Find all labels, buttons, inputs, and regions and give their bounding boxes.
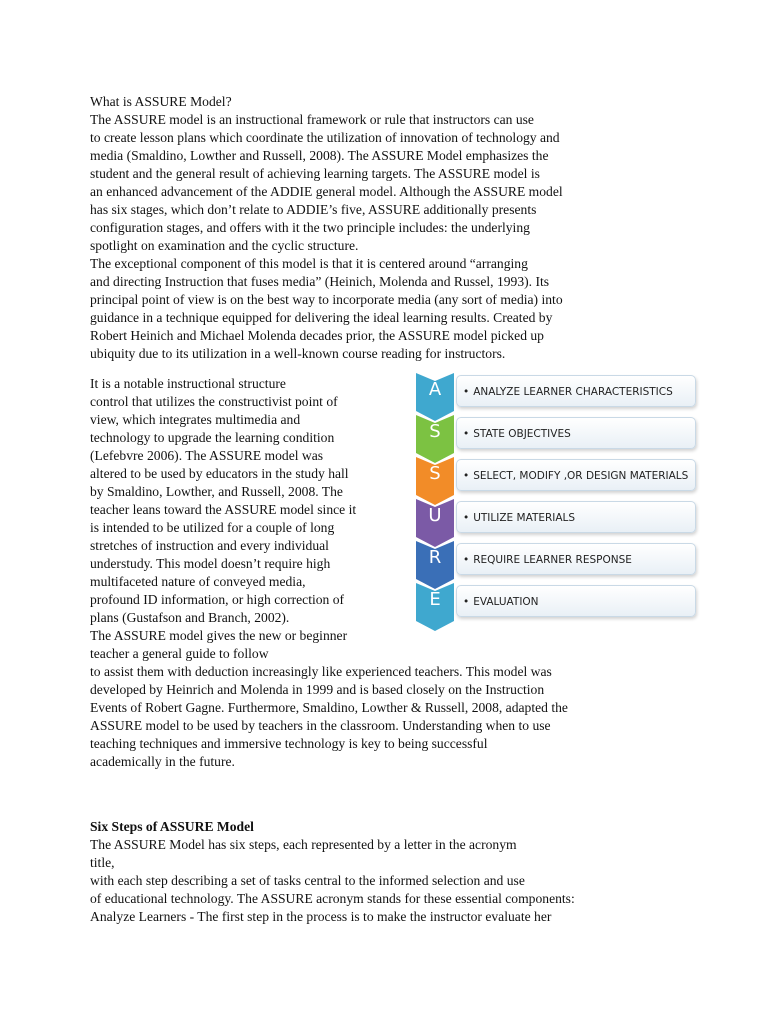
assure-step-label: ANALYZE LEARNER CHARACTERISTICS	[473, 386, 673, 398]
wrap-text-line: altered to be used by educators in the study hall	[90, 466, 349, 481]
assure-chevron	[416, 457, 454, 505]
assure-letter: E	[429, 589, 441, 610]
intro-text-line: to create lesson plans which coordinate the utilization of innovation of technology and	[90, 130, 560, 145]
wrap-text-line: profound ID information, or high correction of	[90, 592, 345, 607]
bullet-icon: •	[463, 386, 470, 398]
intro-text-line: has six stages, which don’t relate to ADDIE’s five, ASSURE additionally presents	[90, 202, 537, 217]
wrap-text-line: (Lefebvre 2006). The ASSURE model was	[90, 448, 324, 463]
assure-letter: A	[428, 379, 442, 400]
intro-text-line: student and the general result of achieving learning targets. The ASSURE model is	[90, 166, 540, 181]
continuation-text-line: academically in the future.	[90, 754, 235, 769]
intro-text-line: and directing Instruction that fuses media” (Heinich, Molenda and Russel, 1993). Its	[90, 274, 550, 289]
intro-text-line: guidance in a technique equipped for delivering the ideal learning results. Created by	[90, 310, 553, 325]
six-steps-text-line: The ASSURE Model has six steps, each represented by a letter in the acronym	[90, 837, 517, 852]
six-steps-heading: Six Steps of ASSURE Model	[90, 819, 254, 834]
assure-step-label: UTILIZE MATERIALS	[473, 512, 576, 524]
bullet-icon: •	[463, 428, 470, 440]
assure-step-label: STATE OBJECTIVES	[473, 428, 571, 440]
assure-letter: U	[428, 505, 442, 526]
wrap-text-line: control that utilizes the constructivist point of	[90, 394, 338, 409]
assure-chevron	[416, 373, 454, 421]
bullet-icon: •	[463, 554, 470, 566]
intro-text-line: principal point of view is on the best way to incorporate media (any sort of media) into	[90, 292, 563, 307]
assure-diagram	[416, 373, 700, 635]
intro-text-line: media (Smaldino, Lowther and Russell, 2008). The ASSURE Model emphasizes the	[90, 148, 549, 163]
bullet-icon: •	[463, 512, 470, 524]
wrap-text-line: The ASSURE model gives the new or beginner	[90, 628, 348, 643]
assure-chevron	[416, 415, 454, 463]
wrap-text-line: teacher a general guide to follow	[90, 646, 269, 661]
bullet-icon: •	[463, 596, 470, 608]
intro-text-line: Robert Heinich and Michael Molenda decades prior, the ASSURE model picked up	[90, 328, 544, 343]
wrap-text-line: multifaceted nature of conveyed media,	[90, 574, 306, 589]
continuation-text-line: ASSURE model to be used by teachers in the classroom. Understanding when to use	[90, 718, 551, 733]
intro-text-line: ubiquity due to its utilization in a well-known course reading for instructors.	[90, 346, 506, 361]
assure-step-box	[456, 543, 696, 575]
continuation-text-line: Events of Robert Gagne. Furthermore, Smaldino, Lowther & Russell, 2008, adapted the	[90, 700, 568, 715]
assure-chevron	[416, 583, 454, 631]
assure-chevron	[416, 499, 454, 547]
wrap-text-line: It is a notable instructional structure	[90, 376, 286, 391]
assure-letter: S	[429, 421, 441, 442]
wrap-text-line: by Smaldino, Lowther, and Russell, 2008. The	[90, 484, 343, 499]
six-steps-text-line: Analyze Learners - The first step in the process is to make the instructor evaluate her	[90, 909, 552, 924]
wrap-text-line: plans (Gustafson and Branch, 2002).	[90, 610, 290, 625]
intro-text-line: an enhanced advancement of the ADDIE general model. Although the ASSURE model	[90, 184, 563, 199]
wrap-text-line: technology to upgrade the learning condition	[90, 430, 335, 445]
assure-letter: S	[429, 463, 441, 484]
intro-text-line: The exceptional component of this model is that it is centered around “arranging	[90, 256, 528, 271]
bullet-icon: •	[463, 470, 470, 482]
wrap-text-line: view, which integrates multimedia and	[90, 412, 301, 427]
wrap-text-line: teacher leans toward the ASSURE model since it	[90, 502, 357, 517]
intro-text-line: configuration stages, and offers with it the two principle includes: the underlying	[90, 220, 530, 235]
assure-step-box	[456, 459, 696, 491]
assure-step-label: SELECT, MODIFY ,OR DESIGN MATERIALS	[473, 470, 689, 482]
assure-step-box	[456, 417, 696, 449]
assure-step-label: EVALUATION	[473, 596, 539, 608]
assure-step-box	[456, 375, 696, 407]
wrap-text-line: is intended to be utilized for a couple of long	[90, 520, 335, 535]
intro-text-line: spotlight on examination and the cyclic structure.	[90, 238, 359, 253]
assure-step-label: REQUIRE LEARNER RESPONSE	[473, 554, 632, 566]
six-steps-text-line: title,	[90, 855, 115, 870]
assure-letter: R	[428, 547, 442, 568]
continuation-text-line: teaching techniques and immersive technology is key to being successful	[90, 736, 488, 751]
assure-chevron	[416, 541, 454, 589]
intro-heading: What is ASSURE Model?	[90, 94, 232, 109]
wrap-text-line: understudy. This model doesn’t require high	[90, 556, 331, 571]
wrap-text-line: stretches of instruction and every individual	[90, 538, 329, 553]
continuation-text-line: to assist them with deduction increasingly like experienced teachers. This model was	[90, 664, 552, 679]
six-steps-text-line: of educational technology. The ASSURE acronym stands for these essential components:	[90, 891, 575, 906]
assure-step-box	[456, 585, 696, 617]
continuation-text-line: developed by Heinrich and Molenda in 1999 and is based closely on the Instruction	[90, 682, 545, 697]
six-steps-text-line: with each step describing a set of tasks central to the informed selection and use	[90, 873, 525, 888]
intro-text-line: The ASSURE model is an instructional framework or rule that instructors can use	[90, 112, 534, 127]
assure-step-box	[456, 501, 696, 533]
